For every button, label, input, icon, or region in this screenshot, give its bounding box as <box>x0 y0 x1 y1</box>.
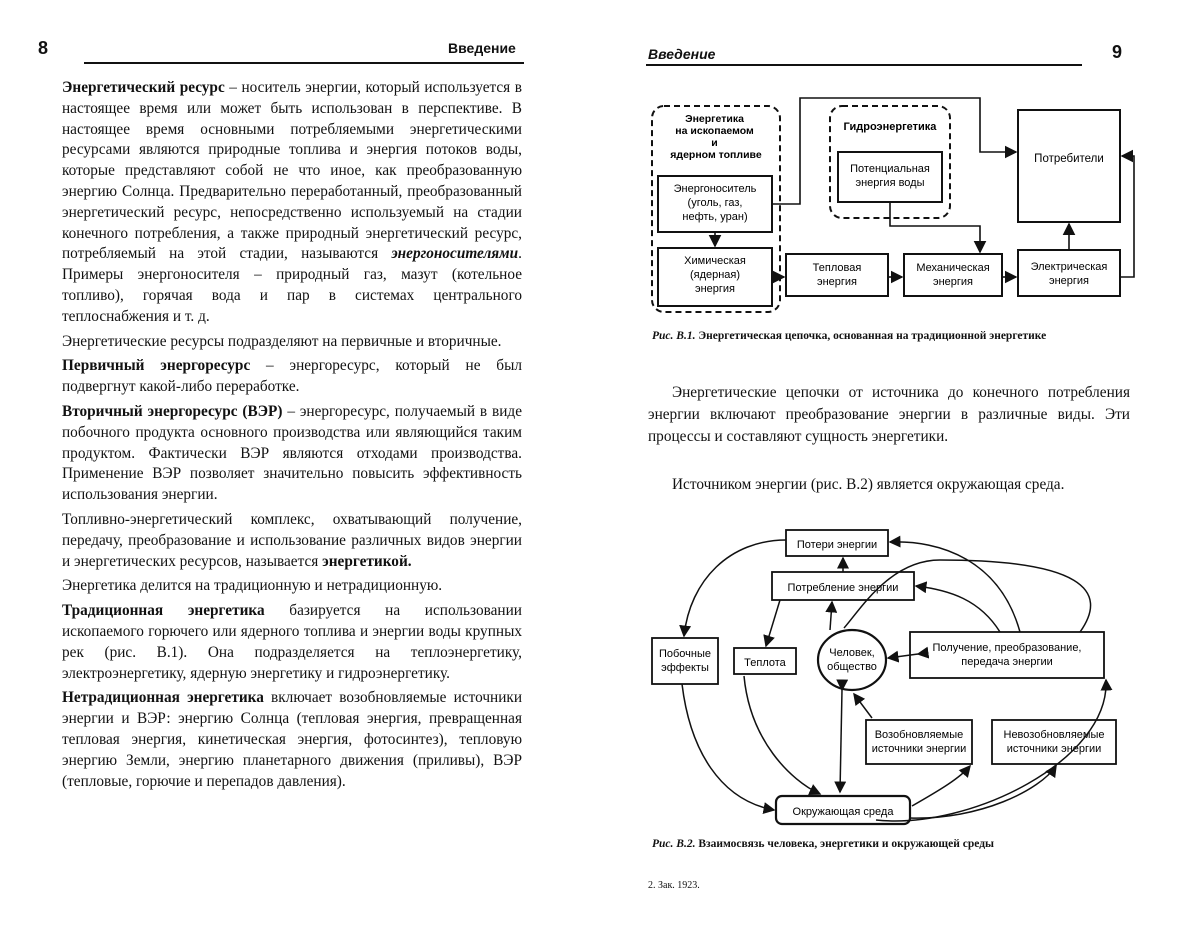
group-fossil-line1: Энергетика <box>685 113 744 125</box>
box-side-effects <box>652 638 718 684</box>
box-production-label: Получение, преобразование, передача энергии <box>932 642 1082 668</box>
paragraph-bold-term: энергетикой. <box>322 552 412 570</box>
running-head-left: Введение <box>448 40 516 56</box>
box-mechanical-label: Механическая энергия <box>916 262 990 288</box>
box-side-effects-label: Побочные эффекты <box>658 648 712 674</box>
group-hydro-label: Гидроэнергетика <box>843 121 937 133</box>
paragraph-italic-term: энергоносителями <box>391 245 519 263</box>
box-thermal <box>786 254 888 296</box>
figure-1-caption <box>652 330 1046 342</box>
figure-1-caption-label: Рис. В.1. <box>652 330 696 342</box>
page-number-right: 9 <box>1112 42 1123 62</box>
running-head-right: Введение <box>648 46 716 62</box>
left-paragraph-8: Нетрадиционная энергетика включает возобновляемые источники энергии и ВЭР: энергию Солнца (тепловая энергия, превращенная тепловая энергия, кинетическая энергия, фотосинтез), тепловую энергию Земли, энергию планетарного движения (приливы), ВЭР (тепловые, горючие и перепадов давления). <box>62 689 523 790</box>
paragraph-bold-term: Нетрадиционная энергетика <box>62 689 264 707</box>
box-losses-label: Потери энергии <box>796 539 878 551</box>
box-electric-label: Электрическая энергия <box>1030 261 1108 287</box>
box-potential-label: Потенциальная энергия воды <box>850 163 930 189</box>
group-fossil-label <box>670 113 762 161</box>
box-chemical-label: Химическая (ядерная) энергия <box>684 255 746 295</box>
box-renewable-label: Возобновляемые источники энергии <box>871 729 967 755</box>
right-paragraph-1 <box>648 382 1130 448</box>
left-paragraph-3: Первичный энергоресурс – энергоресурс, который не был подвергнут какой-либо переработке. <box>62 357 522 396</box>
box-mechanical <box>904 254 1002 296</box>
figure-1-diagram <box>640 90 1140 320</box>
ellipse-human <box>818 630 886 690</box>
box-consumers <box>1018 110 1120 222</box>
box-nonrenewable <box>992 720 1116 764</box>
figure-2-diagram <box>640 520 1140 830</box>
left-paragraph-1: Энергетический ресурс – носитель энергии, который используется в настоящее время или может быть использован в перспективе. В настоящее время основными потребляемыми энергетическими ресурсами являются природные топлива и энергия потоков воды, которые представляют собой не что иное, как преобразованную энергию Солнца. Предварительно переработанный, преобразованный энергетический ресурс, непосредственно используемый на стадии конечного потребления, а также природный энергетический ресурс, потребляемый на этой стадии, называются энергоносителями. Примеры энергоносителя – природный газ, мазут (котельное топливо), горячая вода и пар в системах центрального теплоснабжения и т. д. <box>62 79 522 325</box>
figure-2-caption-label: Рис. В.2. <box>652 838 696 850</box>
header-rule-left <box>84 62 524 64</box>
left-paragraph-4: Вторичный энергоресурс (ВЭР) – энергоресурс, получаемый в виде побочного продукта основного производства или являющийся таким продуктом. Фактически ВЭР являются отходами производства. Применение ВЭР позволяет значительно повысить эффективность использования энергии. <box>62 402 522 504</box>
box-electric <box>1018 250 1120 296</box>
box-carrier-label: Энергоноситель (уголь, газ, нефть, уран) <box>673 183 757 223</box>
left-paragraph-2: Энергетические ресурсы подразделяют на первичные и вторичные. <box>62 332 502 350</box>
box-heat-label: Теплота <box>744 657 786 669</box>
header-rule-right <box>646 64 1082 66</box>
left-paragraph-5: Топливно-энергетический комплекс, охватывающий получение, передачу, преобразование и использование различных видов энергии и энергетических ресурсов, называется энергетикой. <box>62 510 522 570</box>
paragraph-bold-term: Первичный энергоресурс <box>62 357 251 375</box>
right-paragraph-2 <box>648 474 1130 496</box>
figure-2-caption-text: Взаимосвязь человека, энергетики и окружающей среды <box>698 838 994 850</box>
paragraph-bold-term: Традиционная энергетика <box>62 602 265 620</box>
box-nonrenewable-label: Невозобновляемые источники энергии <box>1003 729 1105 755</box>
page-number-left: 8 <box>38 38 49 58</box>
ellipse-human-label: Человек, общество <box>827 647 877 673</box>
left-paragraph-7: Традиционная энергетика базируется на использовании ископаемого горючего или ядерного топлива и энергии воды крупных рек (рис. В.1). Она подразделяется на теплоэнергетику, электроэнергетику, ядерную энергетику и гидроэнергетику. <box>62 602 522 682</box>
box-consumers-label: Потребители <box>1034 153 1104 165</box>
figure-1-caption-text: Энергетическая цепочка, основанная на традиционной энергетике <box>698 330 1047 342</box>
paragraph-bold-term: Энергетический ресурс <box>62 79 225 96</box>
paragraph-bold-term: Вторичный энергоресурс (ВЭР) <box>62 402 283 420</box>
box-environment-label: Окружающая среда <box>792 806 894 818</box>
box-renewable <box>866 720 972 764</box>
left-paragraph-6: Энергетика делится на традиционную и нетрадиционную. <box>62 577 443 595</box>
left-body-text <box>62 78 522 796</box>
box-production <box>910 632 1104 678</box>
right-paragraph-1-text: Энергетические цепочки от источника до конечного потребления энергии включают преобразование энергии в различные виды. Эти процессы и составляют сущность энергетики. <box>648 384 1130 445</box>
box-consumption-label: Потребление энергии <box>787 582 899 594</box>
figure-2-caption <box>652 838 994 850</box>
group-fossil-line3: и <box>711 137 718 149</box>
group-fossil-line2: на ископаемом <box>675 125 754 137</box>
right-paragraph-2-text: Источником энергии (рис. В.2) является окружающая среда. <box>672 476 1065 493</box>
box-thermal-label: Тепловая энергия <box>812 262 862 288</box>
footnote: 2. Зак. 1923. <box>648 880 700 891</box>
group-fossil-line4: ядерном топливе <box>670 149 762 161</box>
